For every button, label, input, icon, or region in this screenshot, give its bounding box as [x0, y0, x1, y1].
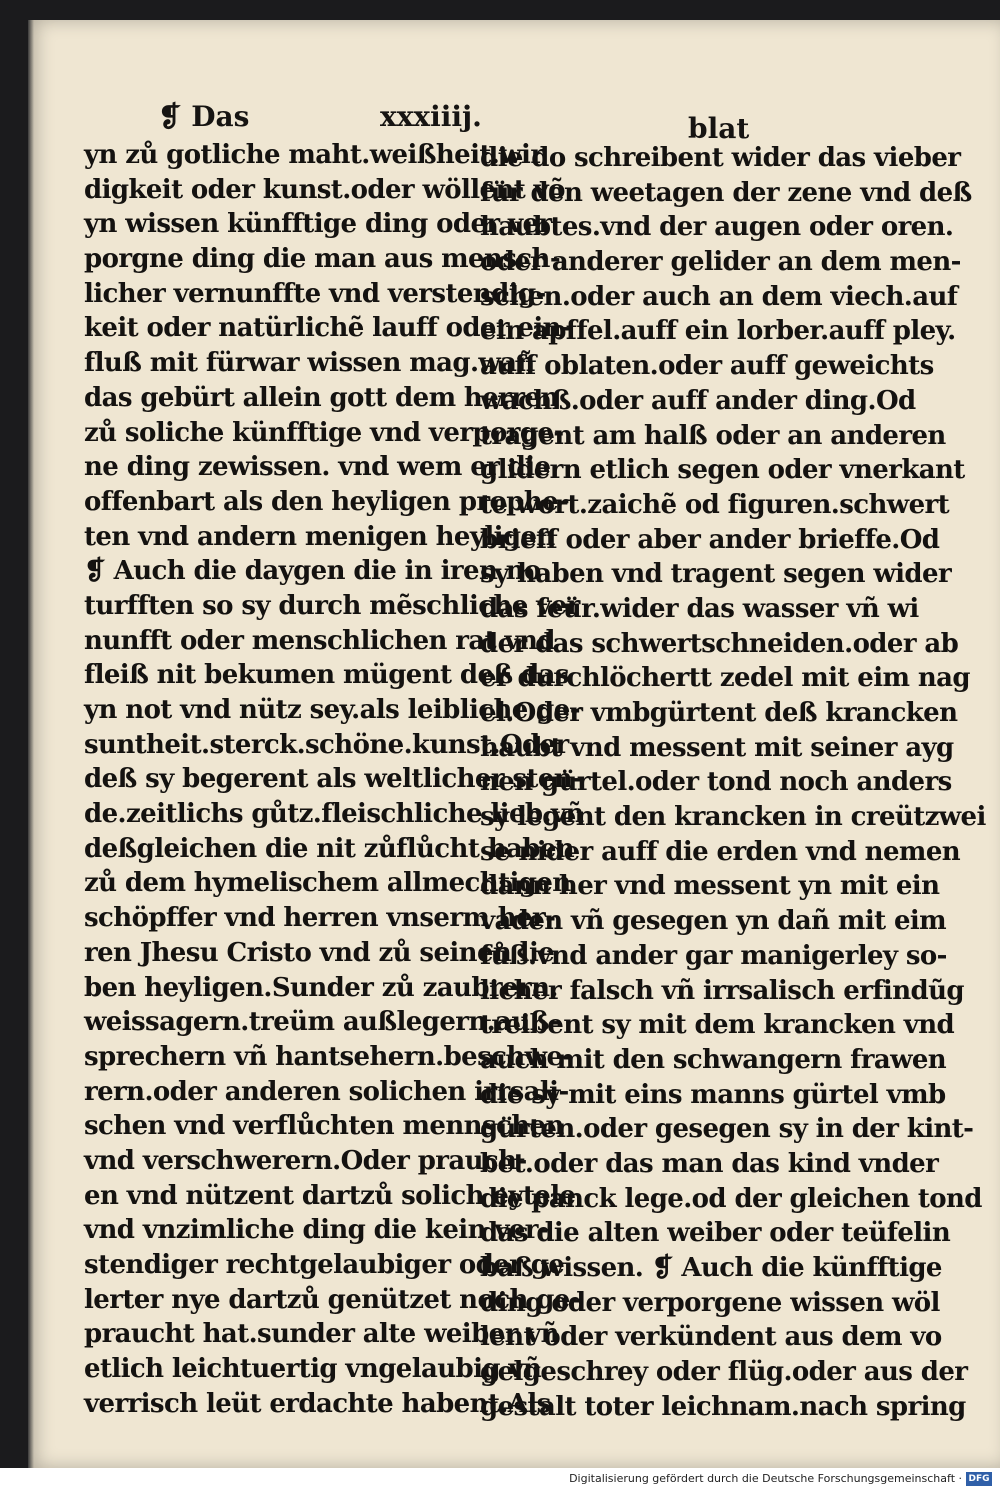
text-line: vnd verschwerern.Oder prauch- — [84, 1145, 527, 1176]
text-line: verrisch leüt erdachte habent.Als — [84, 1388, 551, 1419]
text-line: yn zů gotliche maht.weißheit.wir — [84, 140, 544, 170]
text-line: auff oblaten.oder auff geweichts — [480, 351, 934, 382]
text-line: sy haben vnd tragent segen wider — [480, 559, 952, 590]
text-line: gürten.oder gesegen sy in der kint- — [480, 1114, 974, 1145]
text-line: digkeit oder kunst.oder wöllent võ — [84, 174, 565, 205]
text-line: tragent am halß oder an anderen — [480, 420, 946, 451]
text-line: yn not vnd nütz sey.als leibliche ge- — [84, 695, 580, 725]
text-line: ❡ Auch die daygen die in iren no — [84, 556, 541, 587]
running-head-right: blat — [688, 112, 750, 145]
text-line: sy legent den krancken in creützwei — [480, 802, 986, 833]
text-line: praucht hat.sunder alte weiber vñ — [84, 1319, 559, 1350]
text-line: der das schwertschneiden.oder ab — [480, 628, 959, 659]
text-line: das die alten weiber oder teüfelin — [480, 1218, 951, 1249]
text-line: schöpffer vnd herren vnserm her- — [84, 903, 556, 934]
text-line: lerter nye dartzů genützet noch ge- — [84, 1284, 580, 1315]
text-line: treibent sy mit dem krancken vnd — [480, 1010, 955, 1041]
text-line: se nider auff die erden vnd nemen — [480, 836, 961, 867]
text-line: ren Jhesu Cristo vnd zů seinen lie — [84, 937, 555, 968]
text-line: de.zeitlichs gůtz.fleischliche lieb.vñ — [84, 799, 584, 830]
folio-number: xxxiiij. — [380, 100, 482, 133]
running-head-left: ❡ Das — [158, 100, 250, 133]
text-line: ding oder verporgene wissen wöl — [480, 1287, 940, 1318]
text-line: porgne ding die man aus mensch- — [84, 244, 561, 275]
text-line: oder anderer gelider an dem men- — [480, 247, 961, 278]
footer-bar — [0, 1468, 1000, 1491]
text-line: turfften so sy durch mẽschliche ver — [84, 590, 580, 621]
text-line: lent oder verkündent aus dem vo — [480, 1322, 942, 1353]
text-line: licher vernunffte vnd verstendig- — [84, 278, 546, 309]
text-line: wachß.oder auff ander ding.Od — [480, 385, 916, 416]
text-line: gelgeschrey oder flüg.oder aus der — [480, 1357, 968, 1388]
text-line: die sy mit eins manns gürtel vmb — [480, 1079, 946, 1110]
text-line: te wort.zaichẽ od figuren.schwert — [480, 489, 950, 520]
text-line: ben heyligen.Sunder zů zaubrern. — [84, 972, 558, 1003]
text-line: vnd vnzimliche ding die kein ver- — [84, 1215, 549, 1246]
text-line: die do schreibent wider das vieber — [480, 143, 961, 173]
text-line: brieff oder aber ander brieffe.Od — [480, 524, 940, 555]
text-line: bet.oder das man das kind vnder — [480, 1148, 939, 1179]
text-line: offenbart als den heyligen prophe- — [84, 486, 569, 517]
text-line: weissagern.treüm außlegern.auß- — [84, 1007, 560, 1038]
text-line: fleiß nit bekumen mügent deß das — [84, 660, 569, 691]
text-line: glidern etlich segen oder vnerkant — [480, 455, 965, 486]
text-line: ein apffel.auff ein lorber.auff pley. — [480, 316, 956, 347]
text-line: schen.oder auch an dem viech.auf — [480, 281, 958, 312]
text-line: haubtes.vnd der augen oder oren. — [480, 212, 954, 243]
text-line: er durchlöchertt zedel mit eim nag — [480, 663, 970, 694]
text-line: auch mit den schwangern frawen — [480, 1044, 947, 1075]
dfg-logo: DFG — [966, 1472, 992, 1486]
text-line: fůß.vnd ander gar manigerley so- — [480, 940, 947, 971]
text-line: en vnd nützent dartzů solich eytele — [84, 1180, 576, 1211]
text-line: el.Oder vmbgürtent deß krancken — [480, 698, 958, 728]
text-line: ne ding zewissen. vnd wem er die — [84, 452, 551, 483]
text-line: für den weetagen der zene vnd deß — [480, 177, 972, 208]
text-line: zů soliche künfftige vnd verporge- — [84, 417, 564, 448]
text-column-right — [480, 141, 986, 1424]
text-line: keit oder natürlichẽ lauff oder ein- — [84, 313, 572, 344]
text-line: sprechern vñ hantsehern.beschwe- — [84, 1041, 573, 1072]
text-line: rern.oder anderen solichen irrsali- — [84, 1076, 569, 1107]
text-line: gestalt toter leichnam.nach spring — [480, 1391, 966, 1422]
text-line: yn wissen künfftige ding oder ver — [84, 209, 552, 240]
footer-credit: Digitalisierung gefördert durch die Deutsche Forschungsgemeinschaft · — [569, 1472, 962, 1485]
text-line: etlich leichtuertig vngelaubig vñ — [84, 1354, 542, 1385]
text-line: nen gürtel.oder tond noch anders — [480, 767, 952, 798]
text-line: ten vnd andern menigen heyligen — [84, 521, 555, 552]
text-line: dann her vnd messent yn mit ein — [480, 871, 940, 902]
text-line: das feür.wider das wasser vñ wi — [480, 593, 919, 624]
text-line: haubt vnd messent mit seiner ayg — [480, 732, 954, 763]
text-line: schen vnd verflůchten mennschen — [84, 1111, 564, 1142]
text-line: das gebürt allein gott dem herren — [84, 382, 559, 413]
page-gutter-shadow — [28, 20, 34, 1468]
text-line: suntheit.sterck.schöne.kunst.Oder — [84, 729, 569, 760]
text-line: vaden vñ gesegen yn dañ mit eim — [480, 906, 947, 937]
text-line: deß sy begerent als weltlicher sten- — [84, 764, 583, 795]
text-line: licher falsch vñ irrsalisch erfindũg — [480, 975, 964, 1006]
text-line: baß wissen. ❡ Auch die künfftige — [480, 1253, 942, 1283]
text-line: die panck lege.od der gleichen tond — [480, 1183, 982, 1214]
text-line: nunfft oder menschlichen rat vnd — [84, 625, 555, 656]
text-line: fluß mit fürwar wissen mag.wañ — [84, 348, 535, 379]
text-line: stendiger rechtgelaubiger oder ge — [84, 1250, 565, 1280]
text-line: deßgleichen die nit zůflůcht haben — [84, 833, 575, 864]
text-column-left — [84, 138, 584, 1421]
text-line: zů dem hymelischem allmechtigen — [84, 868, 571, 899]
